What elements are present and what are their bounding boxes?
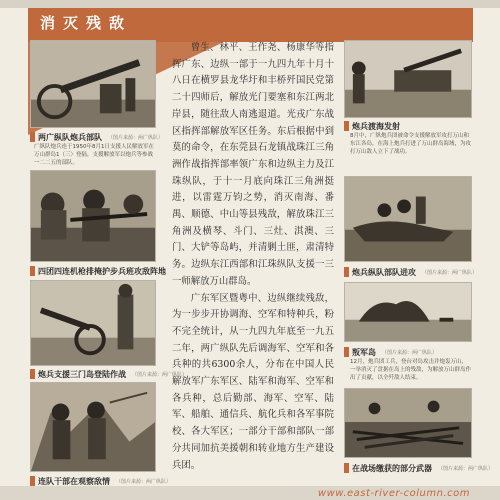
article-paragraph: 曾生、林平、王作尧、杨康华等指挥广东、边纵一部于一九四九年十月十八日在横罗县龙华圩和丰桥歼国民党第二十四师后，解放光门要塞和东江两北岸县，随往敌人南逃退道。光戎广东战区指挥部解放军区任务。东后根据中到莫的命令，在东莞县石龙镇战珠江三角洲作战指挥部率领广东和边纵主力及江珠纵队，于十一月底向珠江三角洲挺进，以雷霆万钧之势，消灭南海、番禺、顺德、中山等县残敌，解放珠江三角洲及横琴、斗门、三灶、淇澳、三门、大铲等岛屿，并清剿土匪，肃清特务。边纵东江西部和江珠纵队支援一三一师解放万山群岛。 (172, 42, 334, 287)
site-watermark: www.east-river-column.com (317, 488, 470, 499)
caption-marker (30, 132, 35, 142)
caption-text: 炮兵渡海发射 (352, 121, 400, 131)
caption-text: 两广纵队炮兵部队 (38, 132, 102, 142)
photo-description: 8月中，广纵炮兵团被命令支援解放军攻打万山和东江各岛，在海上炮兵打进了万山群岛海域，为攻打万山敌人立下了战功。 (350, 133, 472, 155)
photo-field-gun (30, 280, 156, 366)
top-frame (0, 0, 500, 8)
photo-description: 12月，炮兵团工兵，登台对岛攻击并炮轰万山，一举消灭了盘据在岛上的残敌，为解放万山群岛作出了贡献，以全歼敌人结束。 (350, 359, 472, 381)
caption-marker (30, 266, 35, 276)
caption-marker (344, 347, 349, 357)
main-article (172, 40, 334, 474)
photo-artillery-unit (30, 40, 156, 128)
caption-source: （图片来源：两广纵队） (382, 349, 438, 356)
caption-source: （图片来源：两广纵队） (116, 478, 172, 485)
caption-source: （图片来源：两广纵队） (438, 465, 494, 472)
photo-captured-weapons (344, 388, 472, 458)
caption-marker (344, 121, 349, 131)
caption-support-landing (30, 368, 187, 380)
caption-text: 连队干部在观察敌情 (38, 476, 110, 486)
photo-cadres-observing (30, 382, 156, 472)
photo-description: 广纵队炮兵连于1950年8月1日支援人民解放军在万山群岛1（三）登陆，支援解放军以炮兵等参战一二二五的部队。 (34, 144, 154, 166)
page-title: 消灭残敌 (40, 14, 133, 32)
caption-text: 炮兵支援三门岛登陆作战 (38, 369, 126, 379)
caption-weapons (344, 462, 493, 474)
caption-text: 四团四连机枪排掩护步兵班攻敌阵地 (38, 266, 166, 276)
caption-source: （图片来源：两广纵队） (108, 134, 164, 141)
caption-marker (344, 267, 349, 277)
caption-machine-gun (30, 265, 166, 277)
caption-text: 叛军岛 (352, 347, 376, 357)
caption-text: 炮兵纵队部队进攻 (352, 267, 416, 277)
caption-text: 在战场缴获的部分武器 (352, 463, 432, 473)
caption-crossing (344, 120, 400, 132)
caption-boat-landing (344, 266, 477, 278)
caption-marker (30, 369, 35, 379)
caption-artillery (30, 131, 163, 143)
photo-artillery-crossing (344, 40, 472, 118)
caption-marker (30, 476, 35, 486)
caption-marker (344, 463, 349, 473)
caption-source: （图片来源：两广纵队） (422, 269, 478, 276)
photo-island (344, 282, 472, 342)
caption-island (344, 346, 437, 358)
photo-machine-gun-team (30, 170, 156, 262)
caption-source: （图片来源：两广纵队） (132, 371, 188, 378)
photo-boat-landing (344, 176, 472, 262)
article-paragraph: 广东军区暨粤中、边纵继续残敌，为一步步开协调海、空军和特种兵，粉不完全统计，从一九四九年底至一九五二年，两广纵队先后调海军、空军和各兵种的共6300余人，分布在中国人民解放军广东军区、陆军和海军、空军和各兵种，总后勤部、海军、空军、陆军、船舶、通信兵、航化兵和各军事院校、各大军区；一部分干部和部队一部分共同加抗美援朝和转业地方生产建设兵团。 (172, 292, 334, 471)
